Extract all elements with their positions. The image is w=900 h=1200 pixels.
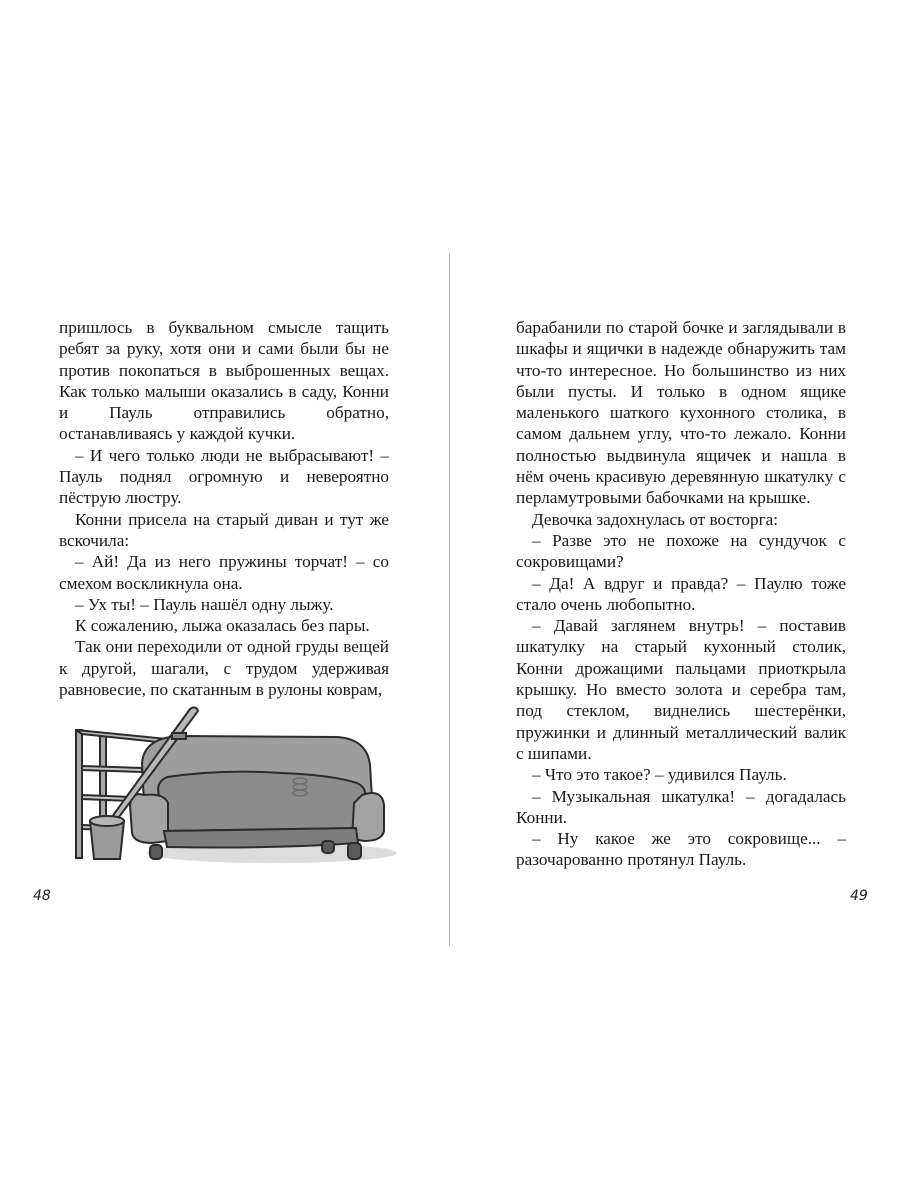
- paragraph: – И чего только люди не выбрасывают! – Пауль поднял огромную и невероятно пёструю люстру.: [59, 445, 389, 508]
- left-page-text: [59, 317, 389, 700]
- paragraph: барабанили по старой бочке и заглядывали в шкафы и ящички в надежде обнаружить там что-то интересное. Но большинство из них были пусты. И только в одном ящике маленького шаткого кухонного столика, в самом дальнем углу, что-то лежало. Конни полностью выдвинула ящичек и нашла в нём очень красивую деревянную шкатулку с перламутровыми бабочками на крышке.: [516, 318, 846, 508]
- page-number-right: 49: [850, 888, 868, 904]
- bucket-icon: [90, 816, 124, 859]
- paragraph: – Ай! Да из него пружины торчат! – со смехом воскликнула она.: [59, 552, 389, 593]
- paragraph: – Что это такое? – удивился Пауль.: [532, 765, 787, 785]
- paragraph: Так они переходили от одной груды вещей к другой, шагали, с трудом удерживая равновесие, по скатанным в рулоны коврам,: [59, 637, 389, 700]
- paragraph: – Музыкальная шкатулка! – догадалась Конни.: [516, 786, 846, 827]
- paragraph: Конни присела на старый диван и тут же вскочила:: [59, 509, 389, 550]
- page-number-left: 48: [33, 888, 51, 904]
- page-gutter: [449, 253, 450, 946]
- paragraph: – Разве это не похоже на сундучок с сокровищами?: [516, 530, 846, 572]
- right-page-text: [516, 317, 846, 871]
- paragraph: пришлось в буквальном смысле тащить ребят за руку, хотя они и сами были бы не против покопаться в выброшенных вещах. Как только малыши оказались в саду, Конни и Пауль отправились обратно, останавливаясь у каждой кучки.: [59, 318, 389, 444]
- paragraph: – Давай заглянем внутрь! – поставив шкатулку на старый кухонный столик, Конни дрожащими пальцами приоткрыла крышку. Но вместо золота и серебра там, под стеклом, виднелись шестерёнки, пружинки и длинный металлический валик с шипами.: [516, 616, 846, 763]
- sofa-icon: [130, 736, 384, 859]
- sofa-illustration: [72, 703, 402, 873]
- paragraph: – Ух ты! – Пауль нашёл одну лыжу.: [75, 594, 334, 614]
- paragraph: К сожалению, лыжа оказалась без пары.: [75, 616, 370, 636]
- paragraph: – Да! А вдруг и правда? – Паулю тоже стало очень любопытно.: [516, 573, 846, 614]
- paragraph: Девочка задохнулась от восторга:: [532, 509, 779, 529]
- paragraph: – Ну какое же это сокровище... – разочарованно протянул Пауль.: [516, 829, 846, 870]
